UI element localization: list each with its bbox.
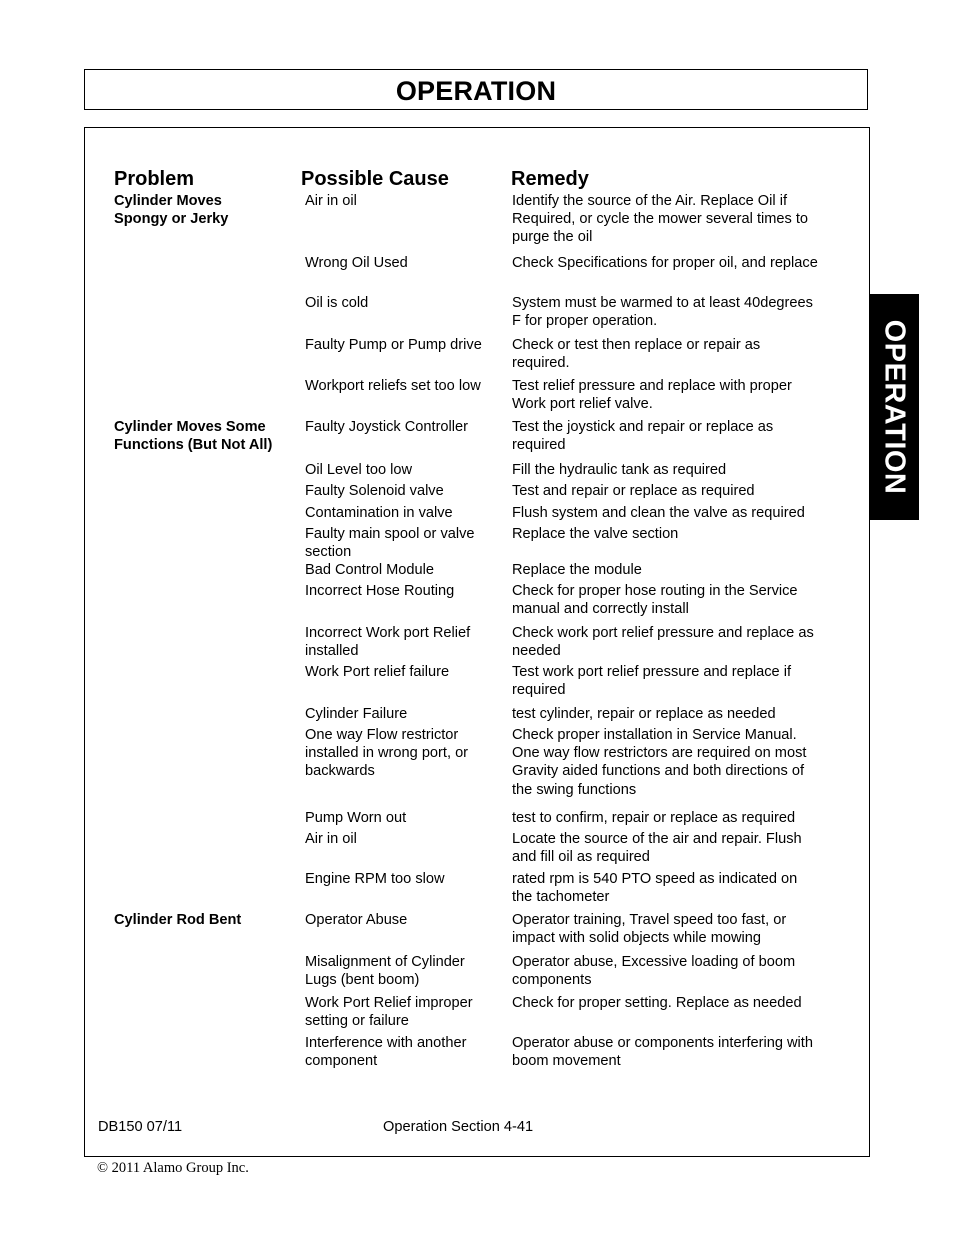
possible-cause-cell: Work Port relief failure xyxy=(305,664,450,680)
possible-cause-cell: Faulty Joystick Controller xyxy=(305,419,469,435)
remedy-cell: Check work port relief pressure and replace as needed xyxy=(512,625,814,660)
possible-cause-cell: Incorrect Hose Routing xyxy=(305,583,455,599)
problem-cell: Cylinder Rod Bent xyxy=(114,912,242,928)
page-title: OPERATION xyxy=(395,76,557,106)
remedy-cell: Fill the hydraulic tank as required xyxy=(512,462,727,478)
possible-cause-cell: Faulty main spool or valve section xyxy=(305,526,475,561)
remedy-cell: Check Specifications for proper oil, and replace xyxy=(512,255,818,271)
possible-cause-cell: Pump Worn out xyxy=(305,810,407,826)
possible-cause-cell: Air in oil xyxy=(305,193,357,209)
possible-cause-cell: Wrong Oil Used xyxy=(305,255,408,271)
remedy-cell: rated rpm is 540 PTO speed as indicated on the tachometer xyxy=(512,871,798,906)
remedy-cell: Locate the source of the air and repair. Flush and fill oil as required xyxy=(512,831,802,866)
side-tab-label: OPERATION xyxy=(878,319,911,495)
remedy-cell: Test work port relief pressure and replace if required xyxy=(512,664,792,699)
possible-cause-cell: Faulty Solenoid valve xyxy=(305,483,444,499)
remedy-cell: Flush system and clean the valve as required xyxy=(512,505,805,521)
possible-cause-cell: Workport reliefs set too low xyxy=(305,378,481,394)
possible-cause-cell: Oil is cold xyxy=(305,295,369,311)
possible-cause-cell: One way Flow restrictor installed in wrong port, or backwards xyxy=(305,727,469,780)
remedy-cell: System must be warmed to at least 40degrees F for proper operation. xyxy=(512,295,813,330)
remedy-cell: Check for proper hose routing in the Service manual and correctly install xyxy=(512,583,798,618)
footer-model-date: DB150 07/11 xyxy=(98,1119,183,1135)
possible-cause-cell: Cylinder Failure xyxy=(305,706,408,722)
remedy-cell: Test the joystick and repair or replace as required xyxy=(512,419,774,454)
column-header-possible-cause: Possible Cause xyxy=(301,168,449,190)
remedy-cell: Replace the valve section xyxy=(512,526,679,542)
remedy-cell: Check for proper setting. Replace as needed xyxy=(512,995,802,1011)
possible-cause-cell: Incorrect Work port Relief installed xyxy=(305,625,471,660)
possible-cause-cell: Engine RPM too slow xyxy=(305,871,445,887)
possible-cause-cell: Operator Abuse xyxy=(305,912,408,928)
remedy-cell: Test and repair or replace as required xyxy=(512,483,755,499)
remedy-cell: Identify the source of the Air. Replace Oil if Required, or cycle the mower several times to purge the oil xyxy=(512,193,809,246)
remedy-cell: Replace the module xyxy=(512,562,642,578)
problem-cell: Cylinder Moves Spongy or Jerky xyxy=(114,193,229,228)
possible-cause-cell: Oil Level too low xyxy=(305,462,413,478)
remedy-cell: Operator abuse, Excessive loading of boom components xyxy=(512,954,796,989)
copyright-notice: © 2011 Alamo Group Inc. xyxy=(97,1160,249,1176)
remedy-cell: Test relief pressure and replace with proper Work port relief valve. xyxy=(512,378,792,413)
possible-cause-cell: Contamination in valve xyxy=(305,505,453,521)
page-header-box xyxy=(84,69,868,110)
column-header-problem: Problem xyxy=(114,168,195,190)
remedy-cell: Operator training, Travel speed too fast, or impact with solid objects while mowing xyxy=(512,912,787,947)
possible-cause-cell: Bad Control Module xyxy=(305,562,434,578)
possible-cause-cell: Work Port Relief improper setting or failure xyxy=(305,995,473,1030)
possible-cause-cell: Air in oil xyxy=(305,831,357,847)
possible-cause-cell: Interference with another component xyxy=(305,1035,467,1070)
footer-section-page: Operation Section 4-41 xyxy=(383,1119,534,1135)
column-header-remedy: Remedy xyxy=(511,168,589,190)
section-side-tab xyxy=(869,294,919,520)
remedy-cell: test cylinder, repair or replace as needed xyxy=(512,706,776,722)
remedy-cell: Operator abuse or components interfering with boom movement xyxy=(512,1035,813,1070)
remedy-cell: Check proper installation in Service Manual. One way flow restrictors are required on most Gravity aided functions and both directions of the swing functions xyxy=(512,727,807,798)
problem-cell: Cylinder Moves Some Functions (But Not All) xyxy=(114,419,273,454)
remedy-cell: test to confirm, repair or replace as required xyxy=(512,810,796,826)
possible-cause-cell: Misalignment of Cylinder Lugs (bent boom) xyxy=(305,954,465,989)
remedy-cell: Check or test then replace or repair as required. xyxy=(512,337,761,372)
possible-cause-cell: Faulty Pump or Pump drive xyxy=(305,337,482,353)
